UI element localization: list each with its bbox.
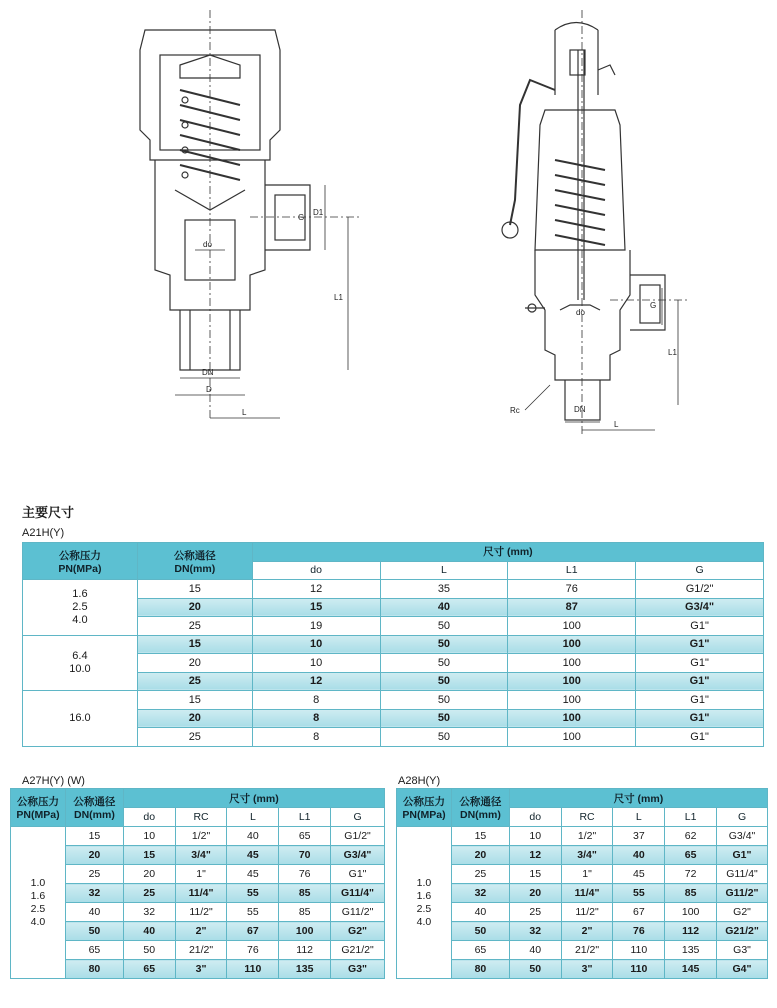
cell-l1: 112	[665, 922, 717, 941]
cell-l1: 100	[508, 709, 636, 728]
cell-do: 19	[252, 617, 380, 636]
table-row	[397, 960, 768, 979]
cell-rc: 2"	[561, 922, 613, 941]
cell-do: 50	[123, 941, 175, 960]
pn-value: 1.0	[416, 876, 432, 889]
header-size: 尺寸 (mm)	[509, 789, 767, 808]
cell-dn: 25	[137, 672, 252, 691]
col-g: G	[717, 808, 768, 827]
pn-value: 2.5	[416, 902, 432, 915]
cell-do: 25	[509, 903, 561, 922]
cell-g: G1"	[331, 865, 385, 884]
table-a27	[10, 788, 385, 979]
cell-l: 55	[227, 903, 279, 922]
table-row	[11, 960, 385, 979]
col-l1: L1	[279, 808, 331, 827]
label-d: D	[206, 385, 212, 394]
cell-dn: 50	[65, 922, 123, 941]
table-row	[397, 884, 768, 903]
cell-l: 40	[613, 846, 665, 865]
cell-g: G1"	[636, 728, 764, 747]
valve-drawing-right	[490, 10, 710, 440]
cell-do: 50	[509, 960, 561, 979]
cell-g: G21/2"	[717, 922, 768, 941]
cell-l: 40	[380, 598, 508, 617]
cell-rc: 11/4"	[175, 884, 227, 903]
cell-rc: 21/2"	[561, 941, 613, 960]
cell-l: 55	[227, 884, 279, 903]
cell-g: G11/2"	[717, 884, 768, 903]
table-row	[11, 846, 385, 865]
cell-rc: 21/2"	[175, 941, 227, 960]
cell-l: 50	[380, 635, 508, 654]
label-d1: D1	[313, 208, 324, 217]
label-l: L	[614, 420, 619, 429]
technical-drawings	[0, 0, 777, 490]
cell-l: 76	[227, 941, 279, 960]
cell-g: G1"	[636, 672, 764, 691]
col-l: L	[227, 808, 279, 827]
cell-l1: 100	[508, 691, 636, 710]
cell-dn: 15	[65, 827, 123, 846]
cell-do: 10	[509, 827, 561, 846]
cell-l: 50	[380, 709, 508, 728]
cell-l1: 112	[279, 941, 331, 960]
col-l: L	[380, 561, 508, 580]
cell-g: G1"	[636, 617, 764, 636]
model-a27: A27H(Y) (W)	[22, 775, 85, 787]
cell-rc: 3/4"	[175, 846, 227, 865]
cell-g: G4"	[717, 960, 768, 979]
cell-rc: 1/2"	[175, 827, 227, 846]
label-l1: L1	[668, 348, 677, 357]
cell-l1: 100	[508, 654, 636, 673]
table-row	[23, 580, 764, 599]
cell-g: G3"	[331, 960, 385, 979]
cell-g: G1"	[636, 635, 764, 654]
header-pn: 公称压力 PN(MPa)	[397, 789, 452, 827]
cell-do: 8	[252, 691, 380, 710]
cell-g: G3"	[717, 941, 768, 960]
table-row	[11, 941, 385, 960]
cell-g: G11/4"	[717, 865, 768, 884]
cell-l: 110	[613, 941, 665, 960]
cell-dn: 20	[451, 846, 509, 865]
cell-dn: 15	[137, 635, 252, 654]
table-row	[397, 846, 768, 865]
cell-rc: 11/4"	[561, 884, 613, 903]
col-rc: RC	[561, 808, 613, 827]
cell-l: 35	[380, 580, 508, 599]
table-row	[397, 941, 768, 960]
cell-l1: 76	[279, 865, 331, 884]
cell-dn: 25	[137, 617, 252, 636]
table-row	[397, 903, 768, 922]
pn-value: 6.4	[72, 649, 88, 662]
cell-g: G2"	[331, 922, 385, 941]
cell-l: 50	[380, 617, 508, 636]
table-a28	[396, 788, 768, 979]
col-do: do	[509, 808, 561, 827]
cell-l1: 70	[279, 846, 331, 865]
cell-l1: 100	[508, 728, 636, 747]
cell-dn: 15	[137, 580, 252, 599]
cell-do: 15	[509, 865, 561, 884]
pn-value: 10.0	[69, 662, 91, 675]
table-row	[397, 827, 768, 846]
cell-g: G1"	[717, 846, 768, 865]
cell-l: 67	[227, 922, 279, 941]
header-dn: 公称通径 DN(mm)	[65, 789, 123, 827]
cell-dn: 32	[451, 884, 509, 903]
label-dn: DN	[574, 405, 586, 414]
a21-body	[23, 580, 764, 747]
cell-do: 32	[123, 903, 175, 922]
header-dn: 公称通径 DN(mm)	[137, 543, 252, 580]
cell-rc: 3"	[561, 960, 613, 979]
cell-l: 55	[613, 884, 665, 903]
label-g: G	[298, 213, 305, 222]
cell-l: 45	[227, 846, 279, 865]
cell-l: 50	[380, 728, 508, 747]
pn-value: 16.0	[69, 711, 91, 724]
label-do: do	[576, 308, 585, 317]
cell-dn: 50	[451, 922, 509, 941]
cell-l1: 145	[665, 960, 717, 979]
cell-dn: 40	[451, 903, 509, 922]
cell-l: 45	[227, 865, 279, 884]
cell-dn: 80	[451, 960, 509, 979]
cell-do: 10	[252, 654, 380, 673]
cell-do: 40	[123, 922, 175, 941]
cell-l1: 135	[279, 960, 331, 979]
cell-l1: 100	[508, 617, 636, 636]
cell-dn: 65	[65, 941, 123, 960]
cell-dn: 80	[65, 960, 123, 979]
a28-body	[397, 827, 768, 979]
pn-group	[23, 691, 138, 747]
table-row	[11, 884, 385, 903]
col-do: do	[123, 808, 175, 827]
cell-l: 110	[227, 960, 279, 979]
cell-l: 37	[613, 827, 665, 846]
cell-dn: 25	[137, 728, 252, 747]
pn-value: 4.0	[72, 613, 88, 626]
cell-l1: 100	[279, 922, 331, 941]
cell-l: 50	[380, 654, 508, 673]
cell-do: 15	[123, 846, 175, 865]
col-l1: L1	[665, 808, 717, 827]
header-size: 尺寸 (mm)	[123, 789, 384, 808]
col-rc: RC	[175, 808, 227, 827]
label-dn: DN	[202, 368, 214, 377]
cell-do: 10	[123, 827, 175, 846]
table-a21	[22, 542, 764, 747]
col-l1: L1	[508, 561, 636, 580]
table-row	[11, 827, 385, 846]
cell-g: G3/4"	[636, 598, 764, 617]
pn-value: 1.6	[72, 587, 88, 600]
cell-do: 25	[123, 884, 175, 903]
cell-do: 12	[252, 672, 380, 691]
cell-g: G1/2"	[636, 580, 764, 599]
cell-rc: 2"	[175, 922, 227, 941]
cell-g: G3/4"	[717, 827, 768, 846]
label-l: L	[242, 408, 247, 417]
header-pn: 公称压力 PN(MPa)	[23, 543, 138, 580]
cell-dn: 15	[137, 691, 252, 710]
cell-g: G1"	[636, 691, 764, 710]
header-size: 尺寸 (mm)	[252, 543, 763, 562]
col-do: do	[252, 561, 380, 580]
pn-group	[11, 827, 66, 979]
label-g: G	[650, 301, 657, 310]
cell-do: 8	[252, 728, 380, 747]
label-do: do	[203, 240, 212, 249]
cell-do: 20	[123, 865, 175, 884]
cell-l: 45	[613, 865, 665, 884]
cell-g: G11/2"	[331, 903, 385, 922]
cell-l1: 85	[279, 884, 331, 903]
cell-dn: 20	[137, 709, 252, 728]
table-row	[397, 922, 768, 941]
cell-l1: 100	[508, 635, 636, 654]
cell-g: G1"	[636, 709, 764, 728]
pn-value: 1.6	[30, 889, 46, 902]
cell-do: 65	[123, 960, 175, 979]
cell-g: G1/2"	[331, 827, 385, 846]
cell-l: 50	[380, 672, 508, 691]
cell-dn: 20	[137, 598, 252, 617]
cell-l: 110	[613, 960, 665, 979]
cell-l1: 100	[665, 903, 717, 922]
cell-rc: 1"	[175, 865, 227, 884]
section-title: 主要尺寸	[22, 505, 75, 520]
pn-value: 4.0	[416, 915, 432, 928]
model-a28: A28H(Y)	[398, 775, 441, 787]
cell-l1: 76	[508, 580, 636, 599]
cell-l: 50	[380, 691, 508, 710]
cell-l1: 72	[665, 865, 717, 884]
cell-dn: 25	[451, 865, 509, 884]
pn-value: 4.0	[30, 915, 46, 928]
cell-l1: 135	[665, 941, 717, 960]
cell-g: G1"	[636, 654, 764, 673]
cell-dn: 20	[137, 654, 252, 673]
cell-rc: 11/2"	[561, 903, 613, 922]
cell-dn: 65	[451, 941, 509, 960]
cell-do: 8	[252, 709, 380, 728]
cell-rc: 1"	[561, 865, 613, 884]
header-dn: 公称通径 DN(mm)	[451, 789, 509, 827]
cell-g: G2"	[717, 903, 768, 922]
pn-group	[397, 827, 452, 979]
pn-group	[23, 580, 138, 636]
table-row	[11, 903, 385, 922]
pn-value: 1.0	[30, 876, 46, 889]
cell-do: 20	[509, 884, 561, 903]
pn-value: 2.5	[72, 600, 88, 613]
table-row	[23, 635, 764, 654]
cell-l1: 62	[665, 827, 717, 846]
cell-l1: 87	[508, 598, 636, 617]
cell-dn: 40	[65, 903, 123, 922]
cell-l: 40	[227, 827, 279, 846]
cell-do: 40	[509, 941, 561, 960]
cell-do: 12	[509, 846, 561, 865]
cell-rc: 3"	[175, 960, 227, 979]
col-g: G	[331, 808, 385, 827]
label-rc: Rc	[510, 406, 520, 415]
cell-dn: 20	[65, 846, 123, 865]
cell-l1: 85	[279, 903, 331, 922]
model-a21: A21H(Y)	[22, 527, 65, 539]
cell-dn: 32	[65, 884, 123, 903]
col-g: G	[636, 561, 764, 580]
label-l1: L1	[334, 293, 343, 302]
cell-l: 76	[613, 922, 665, 941]
header-pn: 公称压力 PN(MPa)	[11, 789, 66, 827]
cell-dn: 15	[451, 827, 509, 846]
col-l: L	[613, 808, 665, 827]
cell-dn: 25	[65, 865, 123, 884]
cell-do: 12	[252, 580, 380, 599]
valve-drawing-left	[120, 10, 370, 430]
cell-l1: 100	[508, 672, 636, 691]
cell-do: 32	[509, 922, 561, 941]
pn-group	[23, 635, 138, 691]
cell-rc: 3/4"	[561, 846, 613, 865]
cell-rc: 11/2"	[175, 903, 227, 922]
cell-g: G21/2"	[331, 941, 385, 960]
cell-l1: 65	[279, 827, 331, 846]
pn-value: 1.6	[416, 889, 432, 902]
a27-body	[11, 827, 385, 979]
table-row	[11, 865, 385, 884]
table-row	[23, 691, 764, 710]
cell-rc: 1/2"	[561, 827, 613, 846]
cell-do: 15	[252, 598, 380, 617]
cell-g: G11/4"	[331, 884, 385, 903]
cell-l1: 85	[665, 884, 717, 903]
cell-do: 10	[252, 635, 380, 654]
cell-g: G3/4"	[331, 846, 385, 865]
cell-l1: 65	[665, 846, 717, 865]
table-row	[397, 865, 768, 884]
cell-l: 67	[613, 903, 665, 922]
table-row	[11, 922, 385, 941]
pn-value: 2.5	[30, 902, 46, 915]
